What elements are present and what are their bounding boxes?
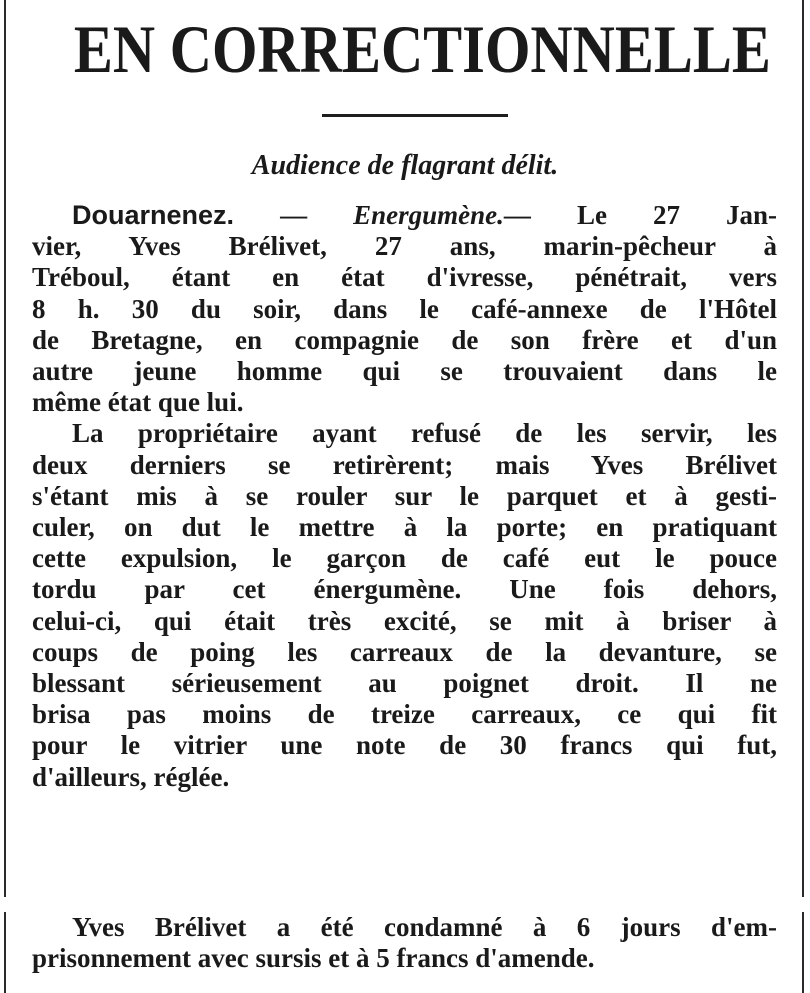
paragraph-2-line: deux derniers se retirèrent; mais Yves Brélivet xyxy=(32,449,777,480)
paragraph-2 xyxy=(32,418,777,792)
lead-dash-2: — xyxy=(503,200,577,230)
column-rule-right xyxy=(802,0,804,897)
column-rule-left-lower xyxy=(4,912,6,993)
paragraph-2-line: d'ailleurs, réglée. xyxy=(32,761,230,792)
paragraph-3-line: prisonnement avec sursis et à 5 francs d'amende. xyxy=(32,943,595,974)
lead-place: Douarnenez. xyxy=(72,200,235,230)
paragraph-2-line: brisa pas moins de treize carreaux, ce qui fit xyxy=(32,699,777,730)
article-body-continued xyxy=(32,912,777,974)
paragraph-2-line: La propriétaire ayant refusé de les servir, les xyxy=(72,418,777,449)
paragraph-1-line: même état que lui. xyxy=(32,387,244,418)
paragraph-2-line: s'étant mis à se rouler sur le parquet et à gesti- xyxy=(32,480,777,511)
paragraph-1-line: vier, Yves Brélivet, 27 ans, marin-pêcheur à xyxy=(32,231,777,262)
paragraph-3-line: Yves Brélivet a été condamné à 6 jours d'em- xyxy=(72,912,777,942)
paragraph-2-line: cette expulsion, le garçon de café eut le pouce xyxy=(32,543,777,574)
column-rule-right-lower xyxy=(802,912,804,993)
paragraph-2-line: celui-ci, qui était très excité, se mit à briser à xyxy=(32,605,777,636)
paragraph-1-line: Tréboul, étant en état d'ivresse, pénétrait, vers xyxy=(32,262,777,293)
paragraph-2-line: pour le vitrier une note de 30 francs qui fut, xyxy=(32,730,777,761)
paragraph-1-line-1 xyxy=(32,200,777,231)
lead-title: Energumène. xyxy=(353,200,504,230)
headline: EN CORRECTIONNELLE xyxy=(73,11,771,87)
paragraph-1-line: de Bretagne, en compagnie de son frère et d'un xyxy=(32,324,777,355)
scan-gap xyxy=(0,897,810,912)
headline-divider xyxy=(322,114,508,117)
article-body xyxy=(32,200,777,793)
paragraph-1-line: 8 h. 30 du soir, dans le café-annexe de l'Hôtel xyxy=(32,293,777,324)
paragraph-2-line: coups de poing les carreaux de la devanture, se xyxy=(32,636,777,667)
subheading: Audience de flagrant délit. xyxy=(251,150,559,181)
paragraph-1 xyxy=(32,200,777,418)
paragraph-1-line: autre jeune homme qui se trouvaient dans le xyxy=(32,356,777,387)
paragraph-2-line: culer, on dut le mettre à la porte; en pratiquant xyxy=(32,512,777,543)
lead-dash-1: — xyxy=(234,200,354,230)
paragraph-2-line: tordu par cet énergumène. Une fois dehors, xyxy=(32,574,777,605)
paragraph-3 xyxy=(32,912,777,974)
paragraph-2-line: blessant sérieusement au poignet droit. Il ne xyxy=(32,668,777,699)
paragraph-1-line-text: Le 27 Jan- xyxy=(576,200,778,230)
column-rule-left xyxy=(4,0,6,897)
